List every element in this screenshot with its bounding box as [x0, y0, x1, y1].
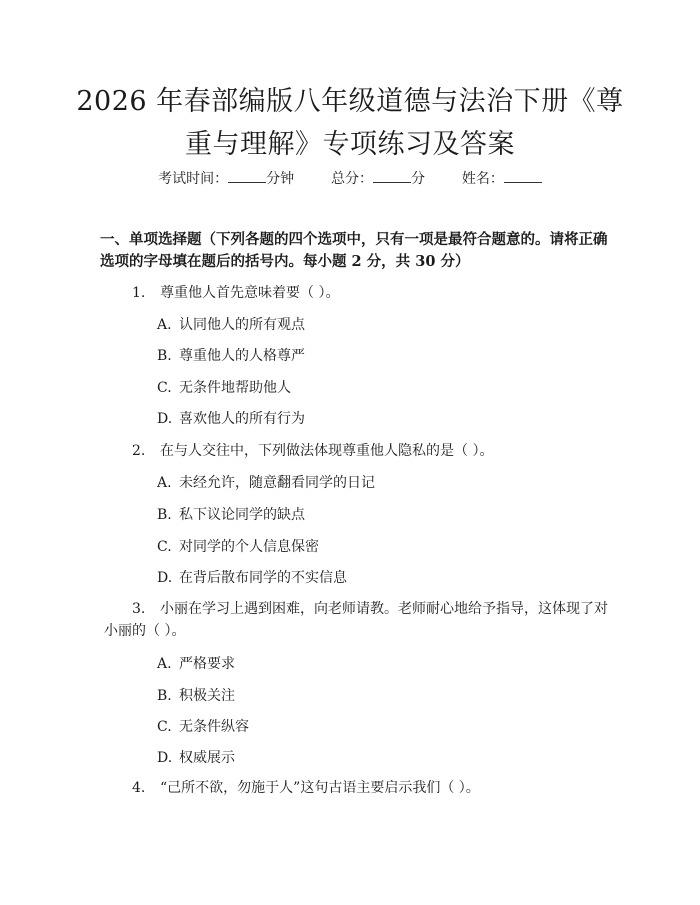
question-text-line-2: 小丽的（ ）。	[104, 623, 186, 639]
option-text: 积极关注	[179, 688, 235, 704]
question-number: 2.	[132, 443, 146, 459]
option-letter: B.	[157, 507, 172, 523]
option-letter: C.	[157, 380, 172, 396]
q1-option-a	[157, 315, 305, 335]
option-letter: A.	[157, 656, 172, 672]
exam-time-blank	[228, 168, 266, 183]
section-heading-line-1: 一、单项选择题（下列各题的四个选项中，只有一项是最符合题意的。请将正确	[100, 231, 608, 248]
exam-time-label: 考试时间：	[158, 171, 229, 187]
option-text: 私下议论同学的缺点	[179, 507, 305, 523]
section-heading-single-choice	[100, 229, 620, 273]
question-text: 在与人交往中，下列做法体现尊重他人隐私的是（ ）。	[160, 443, 494, 459]
q1-option-d	[157, 409, 305, 429]
q3-option-c	[157, 717, 249, 737]
option-text: 未经允许，随意翻看同学的日记	[179, 475, 375, 491]
q2-option-d	[157, 568, 347, 588]
option-letter: B.	[157, 688, 172, 704]
question-1	[132, 282, 339, 304]
question-2	[132, 440, 493, 462]
total-score-unit: 分	[411, 171, 425, 187]
option-text: 对同学的个人信息保密	[179, 539, 319, 555]
q1-option-c	[157, 378, 291, 398]
total-score-blank	[373, 168, 411, 183]
option-letter: D.	[157, 750, 173, 766]
option-text: 尊重他人的人格尊严	[179, 348, 305, 364]
student-name-label: 姓名：	[461, 171, 504, 187]
section-heading-line-2: 选项的字母填在题后的括号内。每小题 2 分，共 30 分）	[100, 253, 470, 270]
q1-option-b	[157, 346, 305, 366]
question-number: 1.	[132, 285, 146, 301]
question-number: 3.	[132, 601, 146, 617]
question-text-line-1: 小丽在学习上遇到困难，向老师请教。老师耐心地给予指导，这体现了对	[160, 601, 608, 617]
q3-option-b	[157, 686, 235, 706]
question-text: 尊重他人首先意味着要（ ）。	[160, 285, 340, 301]
option-text: 严格要求	[179, 656, 235, 672]
option-text: 认同他人的所有观点	[179, 317, 305, 333]
student-name-blank	[504, 168, 542, 183]
document-title	[60, 80, 640, 166]
option-text: 在背后散布同学的不实信息	[179, 570, 347, 586]
q2-option-c	[157, 537, 319, 557]
option-text: 喜欢他人的所有行为	[179, 411, 305, 427]
option-letter: C.	[157, 539, 172, 555]
option-text: 无条件纵容	[179, 719, 249, 735]
exam-time-unit: 分钟	[266, 171, 295, 187]
q2-option-a	[157, 473, 375, 493]
option-letter: C.	[157, 719, 172, 735]
question-3	[104, 598, 624, 642]
q3-option-a	[157, 654, 235, 674]
option-letter: D.	[157, 411, 173, 427]
q2-option-b	[157, 505, 305, 525]
option-letter: D.	[157, 570, 173, 586]
option-text: 权威展示	[179, 750, 235, 766]
question-number: 4.	[132, 780, 146, 796]
total-score-label: 总分：	[331, 171, 373, 187]
q3-option-d	[157, 748, 235, 768]
option-letter: B.	[157, 348, 172, 364]
title-line-1: 2026 年春部编版八年级道德与法治下册《尊	[76, 86, 624, 117]
option-letter: A.	[157, 317, 172, 333]
exam-info-bar	[0, 168, 700, 189]
question-4	[132, 777, 480, 799]
question-text: “己所不欲，勿施于人”这句古语主要启示我们（ ）。	[160, 780, 480, 796]
option-text: 无条件地帮助他人	[179, 380, 291, 396]
option-letter: A.	[157, 475, 172, 491]
title-line-2: 重与理解》专项练习及答案	[185, 129, 515, 160]
